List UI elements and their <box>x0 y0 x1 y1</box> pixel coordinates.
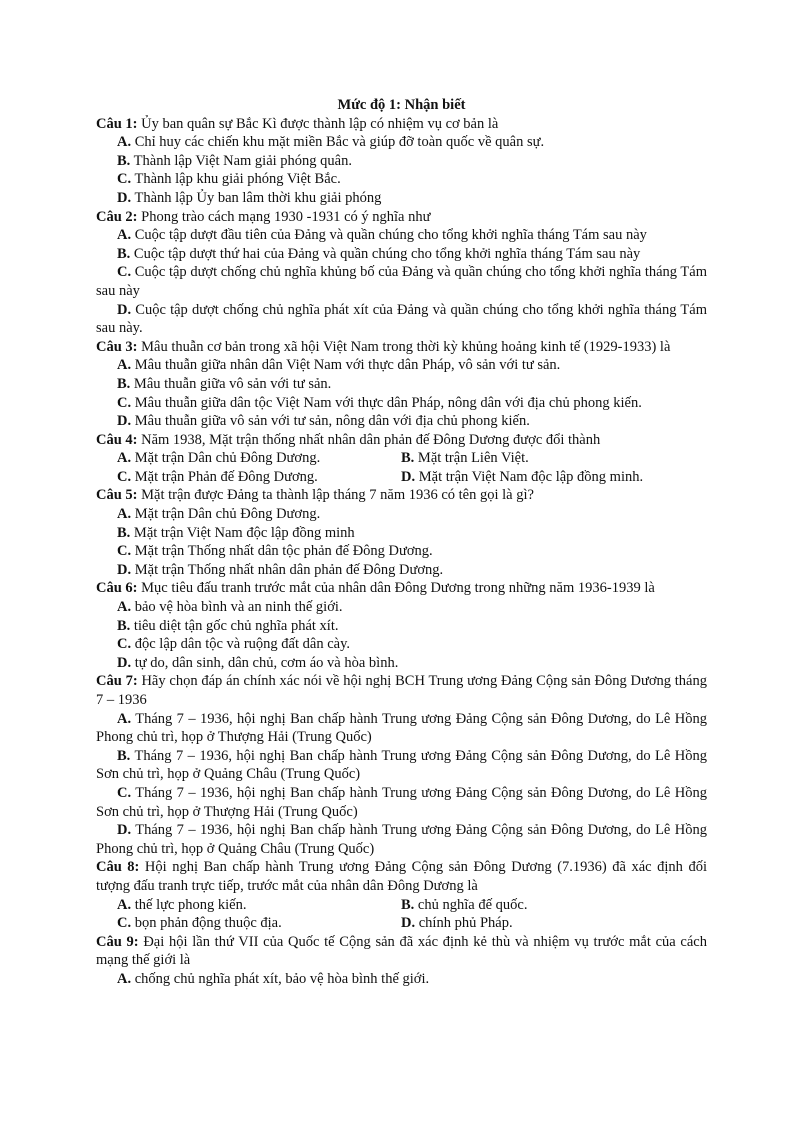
option-letter: B. <box>117 524 131 541</box>
option-1b <box>96 152 707 171</box>
option-text: bảo vệ hòa bình và an ninh thế giới. <box>131 599 343 616</box>
option-text: Thành lập Việt Nam giải phóng quân. <box>130 152 352 169</box>
section-title: Mức độ 1: Nhận biết <box>337 97 466 113</box>
option-text: Tháng 7 – 1936, hội nghị Ban chấp hành Trung ương Đảng Cộng sản Đông Dương, do Lê Hồng Sơn chủ trì, họp ở Thượng Hải (Trung Quốc) <box>96 784 707 820</box>
option-letter: B. <box>117 617 131 634</box>
option-letter: C. <box>117 915 132 932</box>
option-letter: C. <box>117 264 132 281</box>
option-6d <box>96 654 707 673</box>
option-letter: B. <box>117 152 131 169</box>
option-text: Thành lập Ủy ban lâm thời khu giải phóng <box>131 189 382 206</box>
document-page <box>96 96 707 989</box>
option-letter: B. <box>401 896 415 913</box>
option-8d <box>401 914 707 933</box>
option-6b <box>96 617 707 636</box>
question-text: Mặt trận được Đảng ta thành lập tháng 7 năm 1936 có tên gọi là gì? <box>137 487 534 504</box>
option-letter: A. <box>117 357 132 374</box>
question-label: Câu 3: <box>96 338 138 355</box>
option-letter: A. <box>117 450 132 467</box>
option-letter: A. <box>117 506 132 523</box>
option-letter: C. <box>117 636 132 653</box>
option-letter: A. <box>117 970 132 987</box>
option-text: tiêu diệt tận gốc chủ nghĩa phát xít. <box>130 617 339 634</box>
option-2c <box>96 263 707 300</box>
question-1 <box>96 115 707 134</box>
option-5b <box>96 524 707 543</box>
option-7d <box>96 821 707 858</box>
option-text: độc lập dân tộc và ruộng đất dân cày. <box>131 636 351 653</box>
question-text: Đại hội lần thứ VII của Quốc tế Cộng sản đã xác định kẻ thù và nhiệm vụ trước mắt của cách mạng thế giới là <box>96 933 707 969</box>
option-letter: A. <box>117 896 132 913</box>
question-label: Câu 7: <box>96 673 138 690</box>
option-1a <box>96 133 707 152</box>
question-3 <box>96 338 707 357</box>
option-letter: C. <box>117 784 132 801</box>
option-text: Mâu thuẫn giữa nhân dân Việt Nam với thực dân Pháp, vô sản với tư sản. <box>131 357 561 374</box>
option-letter: D. <box>401 915 416 932</box>
option-text: tự do, dân sinh, dân chủ, cơm áo và hòa bình. <box>131 654 399 671</box>
option-7b <box>96 747 707 784</box>
option-letter: A. <box>117 227 132 244</box>
option-text: Cuộc tập dượt chống chủ nghĩa khủng bố của Đảng và quần chúng cho tổng khởi nghĩa tháng Tám sau này <box>96 264 707 299</box>
option-5d <box>96 561 707 580</box>
option-4a <box>96 449 401 468</box>
option-letter: D. <box>117 654 132 671</box>
option-letter: C. <box>117 171 132 188</box>
question-label: Câu 1: <box>96 115 138 132</box>
option-4b <box>401 449 707 468</box>
option-letter: B. <box>401 450 415 467</box>
option-text: Mâu thuẫn giữa vô sản với tư sản. <box>130 375 332 392</box>
option-2b <box>96 245 707 264</box>
option-5a <box>96 505 707 524</box>
option-letter: B. <box>117 747 131 764</box>
option-text: Mặt trận Dân chủ Đông Dương. <box>131 506 321 523</box>
option-letter: B. <box>117 245 131 262</box>
option-letter: A. <box>117 599 132 616</box>
option-letter: D. <box>117 822 132 839</box>
option-8c <box>96 914 401 933</box>
option-4d <box>401 468 707 487</box>
option-letter: D. <box>117 413 132 430</box>
option-letter: C. <box>117 468 132 485</box>
option-letter: A. <box>117 710 132 727</box>
option-text: chủ nghĩa đế quốc. <box>414 896 528 913</box>
question-label: Câu 9: <box>96 933 139 950</box>
option-3b <box>96 375 707 394</box>
option-text: Chỉ huy các chiến khu mặt miền Bắc và giúp đỡ toàn quốc về quân sự. <box>131 134 545 151</box>
question-6 <box>96 579 707 598</box>
option-8a <box>96 896 401 915</box>
option-text: Thành lập khu giải phóng Việt Bắc. <box>131 171 341 188</box>
question-9 <box>96 933 707 970</box>
question-label: Câu 6: <box>96 580 138 597</box>
option-text: Cuộc tập dượt thứ hai của Đảng và quần chúng cho tổng khởi nghĩa tháng Tám sau này <box>130 245 641 262</box>
option-letter: D. <box>117 561 132 578</box>
option-text: chính phủ Pháp. <box>415 915 513 932</box>
option-text: Mặt trận Liên Việt. <box>414 450 529 467</box>
option-text: thế lực phong kiến. <box>131 896 247 913</box>
option-text: bọn phản động thuộc địa. <box>131 915 282 932</box>
option-4c <box>96 468 401 487</box>
question-label: Câu 8: <box>96 859 140 876</box>
options-row <box>96 468 707 487</box>
option-7a <box>96 710 707 747</box>
option-letter: D. <box>401 468 416 485</box>
option-text: Mặt trận Thống nhất nhân dân phản đế Đông Dương. <box>131 561 444 578</box>
question-text: Ủy ban quân sự Bắc Kì được thành lập có nhiệm vụ cơ bản là <box>137 115 499 132</box>
option-letter: D. <box>117 189 132 206</box>
option-text: Mặt trận Phản đế Đông Dương. <box>131 468 318 485</box>
option-text: Mặt trận Dân chủ Đông Dương. <box>131 450 321 467</box>
question-8 <box>96 858 707 895</box>
option-text: Cuộc tập dượt chống chủ nghĩa phát xít của Đảng và quần chúng cho tổng khởi nghĩa tháng Tám sau này. <box>96 301 707 337</box>
question-text: Năm 1938, Mặt trận thống nhất nhân dân phản đế Đông Dương được đổi thành <box>137 431 601 448</box>
option-text: Mặt trận Việt Nam độc lập đồng minh. <box>415 468 644 485</box>
option-letter: A. <box>117 134 132 151</box>
option-text: Tháng 7 – 1936, hội nghị Ban chấp hành Trung ương Đảng Cộng sản Đông Dương, do Lê Hồng Phong chủ trì, họp ở Quảng Châu (Trung Quốc) <box>96 822 707 857</box>
question-label: Câu 4: <box>96 431 138 448</box>
option-letter: D. <box>117 301 132 318</box>
option-1c <box>96 170 707 189</box>
question-label: Câu 5: <box>96 487 138 504</box>
option-6c <box>96 635 707 654</box>
option-6a <box>96 598 707 617</box>
option-text: Tháng 7 – 1936, hội nghị Ban chấp hành Trung ương Đảng Cộng sản Đông Dương, do Lê Hồng Sơn chủ trì, họp ở Quảng Châu (Trung Quốc) <box>96 747 707 783</box>
option-7c <box>96 784 707 821</box>
question-2 <box>96 208 707 227</box>
option-3a <box>96 356 707 375</box>
options-row <box>96 914 707 933</box>
option-text: Tháng 7 – 1936, hội nghị Ban chấp hành Trung ương Đảng Cộng sản Đông Dương, do Lê Hồng Phong chủ trì, họp ở Thượng Hải (Trung Quốc) <box>96 710 707 746</box>
option-9a <box>96 970 707 989</box>
option-text: Cuộc tập dượt đầu tiên của Đảng và quần chúng cho tổng khởi nghĩa tháng Tám sau này <box>131 227 647 244</box>
option-3d <box>96 412 707 431</box>
question-5 <box>96 486 707 505</box>
option-3c <box>96 394 707 413</box>
option-2a <box>96 226 707 245</box>
option-8b <box>401 896 707 915</box>
question-4 <box>96 431 707 450</box>
option-5c <box>96 542 707 561</box>
option-text: Mâu thuẫn giữa dân tộc Việt Nam với thực dân Pháp, nông dân với địa chủ phong kiến. <box>131 394 642 411</box>
question-text: Phong trào cách mạng 1930 -1931 có ý nghĩa như <box>137 208 431 225</box>
option-1d <box>96 189 707 208</box>
question-text: Mâu thuẫn cơ bản trong xã hội Việt Nam trong thời kỳ khủng hoảng kinh tế (1929-1933) là <box>137 338 671 355</box>
options-row <box>96 449 707 468</box>
question-label: Câu 2: <box>96 208 138 225</box>
question-7 <box>96 672 707 709</box>
question-text: Hãy chọn đáp án chính xác nói về hội nghị BCH Trung ương Đảng Cộng sản Đông Dương tháng 7 – 1936 <box>96 673 707 708</box>
option-letter: C. <box>117 543 132 560</box>
option-letter: C. <box>117 394 132 411</box>
option-text: Mâu thuẫn giữa vô sản với tư sản, nông dân với địa chủ phong kiến. <box>131 413 530 430</box>
question-text: Mục tiêu đấu tranh trước mắt của nhân dân Đông Dương trong những năm 1936-1939 là <box>137 580 655 597</box>
option-text: chống chủ nghĩa phát xít, bảo vệ hòa bình thế giới. <box>131 970 430 987</box>
options-row <box>96 896 707 915</box>
option-text: Mặt trận Thống nhất dân tộc phản đế Đông Dương. <box>131 543 433 560</box>
question-text: Hội nghị Ban chấp hành Trung ương Đảng Cộng sản Đông Dương (7.1936) đã xác định đối tượng đấu tranh trực tiếp, trước mắt của nhân dân Đông Dương là <box>96 859 707 894</box>
option-text: Mặt trận Việt Nam độc lập đồng minh <box>130 524 355 541</box>
option-2d <box>96 301 707 338</box>
option-letter: B. <box>117 375 131 392</box>
